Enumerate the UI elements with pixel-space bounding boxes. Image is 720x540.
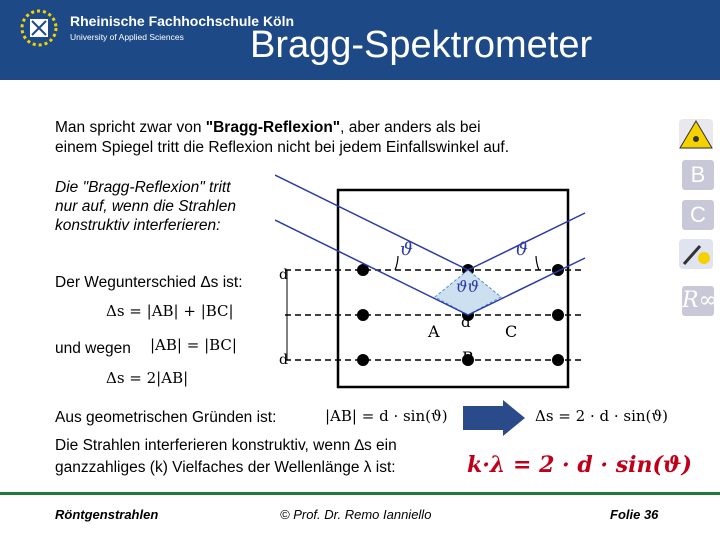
d-label-center: d (461, 313, 471, 331)
intro-line-1: Man spricht zwar von "Bragg-Reflexion", aber anders als bei (55, 119, 481, 136)
arrow-right-icon (463, 400, 525, 436)
atom (552, 309, 564, 321)
footer-slide-number: Folie 36 (610, 507, 659, 522)
constructive-line-2: ganzzahliges (k) Vielfaches der Wellenlänge λ ist: (55, 459, 396, 476)
formula-geometric: |AB| = d · sin(ϑ) (325, 407, 448, 425)
theta-pair-label: ϑϑ (456, 277, 479, 296)
sidebar-button-c[interactable]: C (682, 200, 714, 230)
italic-line-1: Die "Bragg-Reflexion" tritt (55, 179, 231, 196)
atom (552, 354, 564, 366)
formula-double-segment: Δs = 2|AB| (106, 369, 189, 387)
organization-subtitle: University of Applied Sciences (70, 32, 184, 42)
constructive-line-1: Die Strahlen interferieren konstruktiv, wenn ∆s ein (55, 437, 397, 454)
theta-label-right: ϑ (515, 239, 528, 260)
sidebar-button-rydberg[interactable]: R∞ (682, 286, 714, 316)
bragg-diagram (275, 170, 595, 395)
point-c-label: C (505, 322, 518, 341)
formula-path-result: Δs = 2 · d · sin(ϑ) (535, 407, 668, 425)
geometric-reason: Aus geometrischen Gründen ist: (55, 409, 277, 426)
header-bar (0, 0, 720, 80)
incident-ray-2 (275, 220, 468, 315)
footer-topic: Röntgenstrahlen (55, 507, 159, 522)
bragg-law-formula: k·λ = 2 · d · sin(ϑ) (467, 452, 692, 478)
italic-line-3: konstruktiv interferieren: (55, 217, 221, 234)
italic-line-2: nur auf, wenn die Strahlen (55, 198, 236, 215)
tools-icon[interactable] (678, 238, 714, 270)
organization-name: Rheinische Fachhochschule Köln (70, 13, 295, 29)
footer-divider (0, 492, 720, 495)
angle-arc (536, 256, 539, 270)
path-difference-label: Der Wegunterschied Δs ist: (55, 274, 243, 291)
point-a-label: A (428, 322, 440, 341)
d-label-lower: d (279, 352, 288, 368)
and-because-label: und wegen (55, 340, 131, 357)
formula-path-difference: Δs = |AB| + |BC| (106, 302, 234, 320)
atom (357, 354, 369, 366)
angle-arc (395, 256, 398, 270)
theta-label-left: ϑ (400, 239, 413, 260)
sidebar-button-b[interactable]: B (682, 160, 714, 190)
intro-line-2: einem Spiegel tritt die Reflexion nicht bei jedem Einfallswinkel auf. (55, 139, 510, 156)
university-logo (14, 8, 64, 48)
footer-author: © Prof. Dr. Remo Ianniello (280, 507, 432, 522)
formula-equal-segments: |AB| = |BC| (150, 336, 237, 354)
slide-title: Bragg-Spektrometer (250, 24, 593, 66)
atom (357, 309, 369, 321)
d-label-upper: d (279, 267, 288, 283)
point-b-label: B (462, 348, 474, 367)
radiation-icon[interactable] (678, 118, 714, 150)
atom (552, 264, 564, 276)
